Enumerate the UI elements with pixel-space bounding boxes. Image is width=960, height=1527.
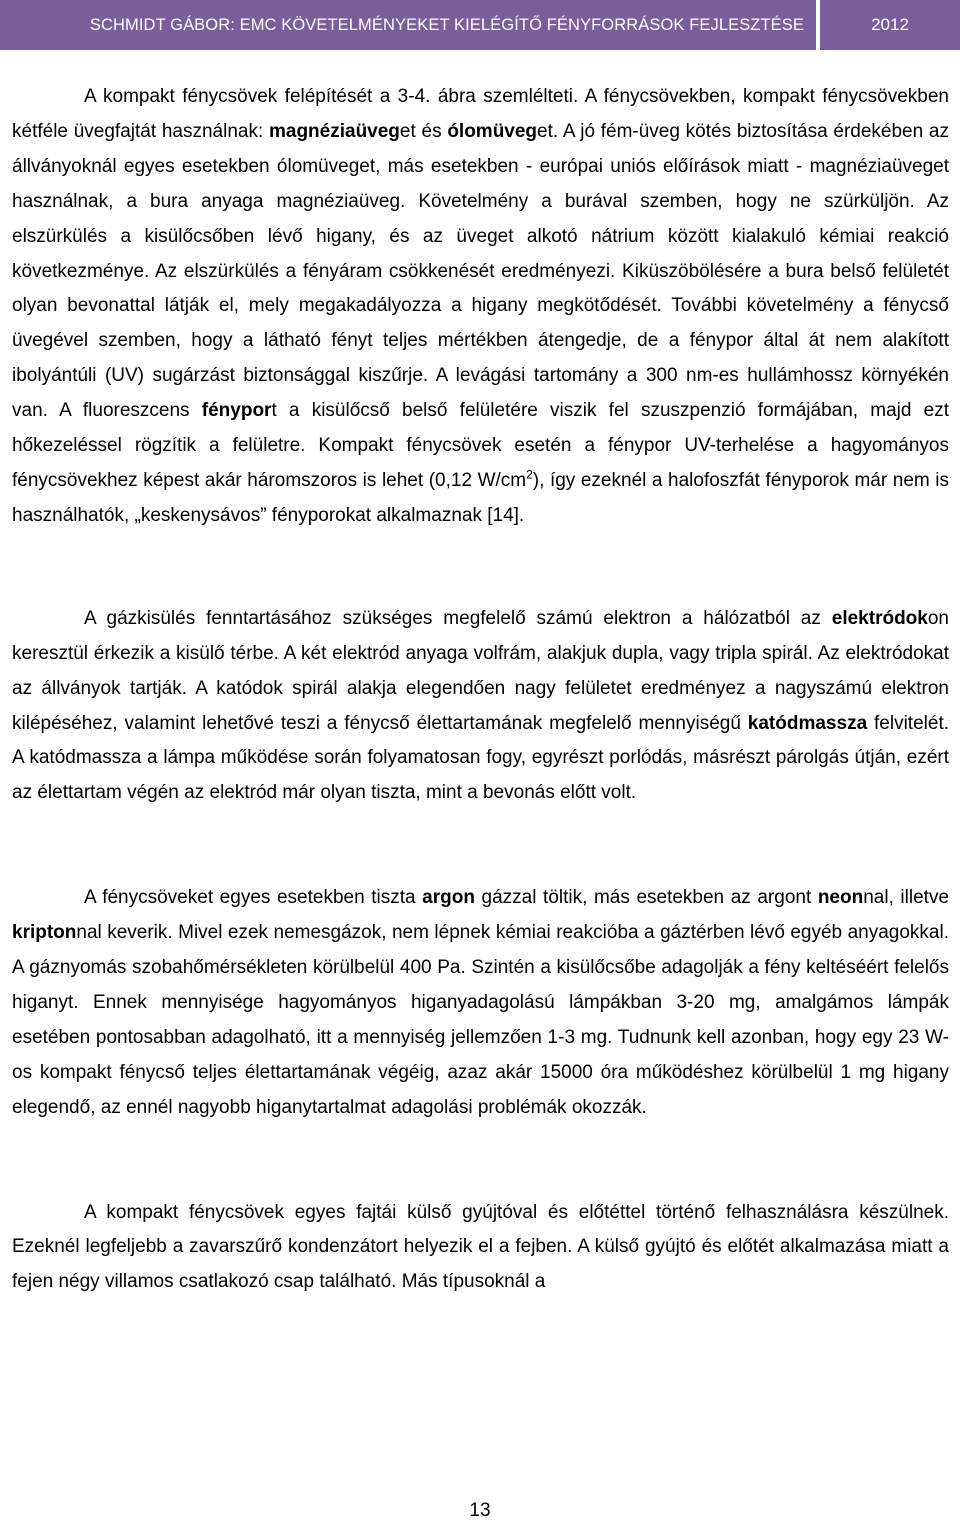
- term-argon: argon: [422, 887, 475, 909]
- term-electrodes: elektródok: [831, 607, 928, 629]
- term-krypton: kripton: [12, 922, 77, 944]
- running-header: [0, 0, 960, 50]
- paragraph-text: et és: [399, 120, 448, 142]
- paragraph-text: A fénycsöveket egyes esetekben tiszta: [84, 887, 423, 909]
- term-phosphor: fénypor: [201, 400, 272, 422]
- paragraph-text: A kompakt fénycsövek felépítését a 3-4. ábra szemlélteti. A fénycsövekben, kompakt fénycsövekben kétféle üvegfajtát használnak:: [12, 86, 949, 142]
- superscript: 2: [526, 467, 533, 482]
- paragraph-text: A kompakt fénycsövek egyes fajtái külső gyújtóval és előtéttel történő felhasználásra készülnek. Ezeknél legfeljebb a zavarszűrő kondenzátort helyezik el a fejben. A külső gyújtó és előtét alkalmazása miatt a fejen négy villamos csatlakozó csap található. Más típusoknál a: [12, 1201, 949, 1293]
- paragraph-text: et. A jó fém-üveg kötés biztosítása érdekében az állványoknál egyes esetekben ólomüveget, más esetekben - európai uniós előírások miatt - magnéziaüveget használnak, a bura anyaga magnéziaüveg. Követelmény a burával szemben, hogy ne szürküljön. Az elszürkülés a kisülőcsőben lévő higany, és az üveget alkotó nátrium között kialakuló kémiai reakció következménye. Az elszürkülés a fényáram csökkenését eredményezi. Kiküszöbölésére a bura belső felületét olyan bevonattal látják el, mely megakadályozza a higany megkötődését. További követelmény a fénycső üvegével szemben, hogy a látható fényt teljes mértékben átengedje, de a fénypor által át nem alakított ibolyántúli (UV) sugárzást biztonsággal kiszűrje. A levágási tartomány a 300 nm-es hullámhossz környékén van. A fluoreszcens: [12, 120, 949, 422]
- paragraph-glass-types: [12, 80, 949, 534]
- paragraph-text: on keresztül érkezik a kisülő térbe. A két elektród anyaga volfrám, alakjuk dupla, vagy tripla spirál. Az elektródokat az állványok tartják. A katódok spirál alakja elegendően nagy felületet eredményez a nagyszámú elektron kilépéséhez, valamint lehetővé teszi a fénycső élettartamának megfelelő mennyiségű: [12, 607, 949, 734]
- term-neon: neon: [817, 887, 864, 909]
- term-magnesia-glass: magnéziaüveg: [268, 120, 400, 142]
- paragraph-gas-filling: [12, 881, 949, 1125]
- term-cathode-paste: katódmassza: [747, 712, 868, 734]
- paragraph-text: ), így ezeknél a halofoszfát fényporok már nem is használhatók, „keskenysávos” fényporokat alkalmaznak [14].: [12, 469, 949, 526]
- header-title: SCHMIDT GÁBOR: EMC KÖVETELMÉNYEKET KIELÉGÍTŐ FÉNYFORRÁSOK FEJLESZTÉSE: [0, 0, 816, 50]
- paragraph-external-igniter: [12, 1196, 949, 1301]
- header-year: 2012: [820, 0, 960, 50]
- page-number: 13: [469, 1500, 491, 1521]
- paragraph-text: t a kisülőcső belső felületére viszik fel szuszpenzió formájában, majd ezt hőkezeléssel rögzítik a felületre. Kompakt fénycsövek esetén a fénypor UV-terhelése a hagyományos fénycsövekhez képest akár háromszoros is lehet (0,12 W/cm: [12, 400, 949, 491]
- document-body: [12, 80, 949, 1300]
- paragraph-text: A gázkisülés fenntartásához szükséges megfelelő számú elektron a hálózatból az: [84, 607, 832, 629]
- paragraph-text: nal, illetve: [863, 887, 950, 909]
- paragraph-text: gázzal töltik, más esetekben az argont: [474, 887, 818, 909]
- paragraph-text: nal keverik. Mivel ezek nemesgázok, nem lépnek kémiai reakcióba a gáztérben lévő egyéb anyagokkal. A gáznyomás szobahőmérsékleten körülbelül 400 Pa. Szintén a kisülőcsőbe adagolják a fény keltéséért felelős higanyt. Ennek mennyisége hagyományos higanyadagolású lámpákban 3-20 mg, amalgámos lámpák esetében pontosabban adagolható, itt a mennyiség jellemzően 1-3 mg. Tudnunk kell azonban, hogy egy 23 W-os kompakt fénycső teljes élettartamának végéig, azaz akár 15000 óra működéshez körülbelül 1 mg higany elegendő, az ennél nagyobb higanytartalmat adagolási problémák okozzák.: [12, 922, 949, 1118]
- paragraph-electrodes: [12, 602, 949, 811]
- term-lead-glass: ólomüveg: [447, 120, 538, 142]
- paragraph-text: felvitelét. A katódmassza a lámpa működése során folyamatosan fogy, egyrészt porlódás, másrészt párolgás útján, ezért az élettartam végén az elektród már olyan tiszta, mint a bevonás előtt volt.: [12, 712, 950, 804]
